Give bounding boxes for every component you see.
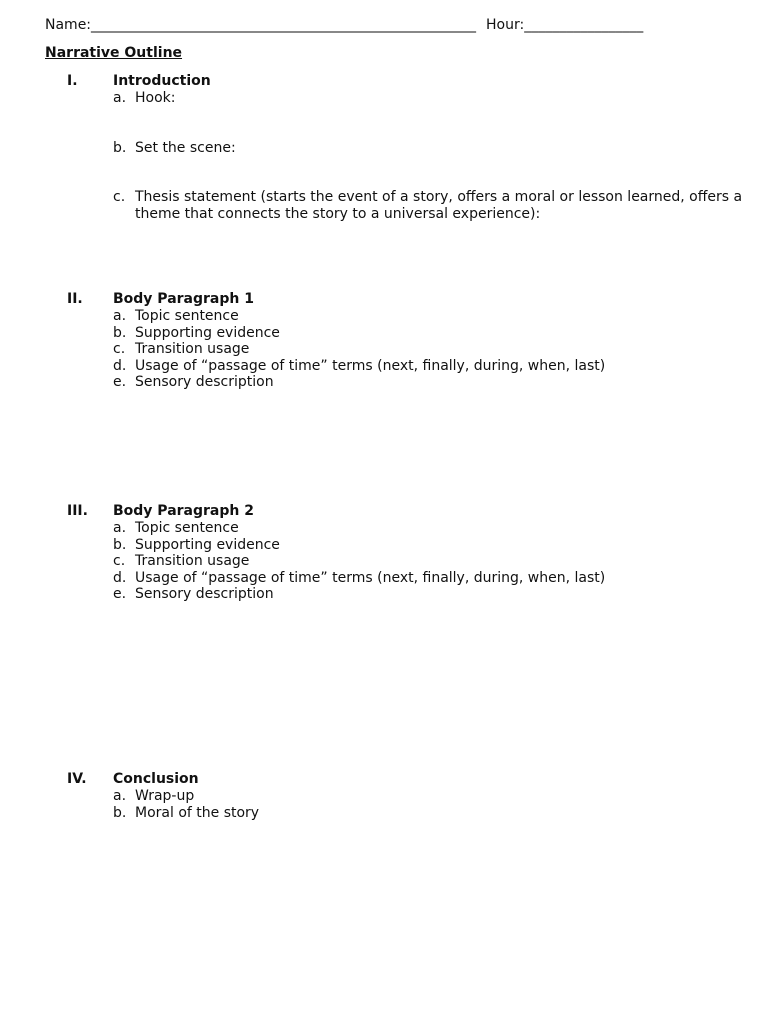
section-conclusion [67,771,747,821]
item-text: Topic sentence [135,308,239,324]
item-letter: a. [113,90,127,106]
section-heading [67,503,747,520]
item-list [113,788,747,821]
name-label: Name: [45,17,92,33]
item-list [113,520,747,603]
section-body-paragraph-2 [67,503,747,603]
item-text: Transition usage [135,341,250,358]
item-text: Transition usage [135,553,250,570]
section-introduction [67,73,747,222]
section-heading [67,73,747,90]
item-letter: a. [113,308,127,324]
item-letter: d. [113,569,127,586]
item-text: Sensory description [135,374,274,391]
item-text: Thesis statement (starts the event of a story, offers a moral or lesson learned, offers a theme that connects the story to a universal experience): [135,189,743,222]
item-letter: e. [113,586,127,603]
page-title: Narrative Outline [45,45,183,61]
list-item [113,553,747,570]
section-title: Body Paragraph 2 [113,503,254,519]
header-line [45,16,643,34]
item-text: Usage of “passage of time” terms (next, finally, during, when, last) [135,569,606,586]
list-item [113,374,747,391]
section-numeral: I. [67,73,78,89]
item-list [113,90,747,222]
section-numeral: II. [67,291,83,307]
item-text: Supporting evidence [135,536,280,553]
section-heading [67,291,747,308]
section-heading [67,771,747,788]
item-letter: c. [113,341,126,358]
item-text: Topic sentence [135,520,239,536]
list-item [113,586,747,603]
name-blank[interactable]: _______________________________________________________ [91,17,477,33]
list-item [113,90,747,107]
item-letter: c. [113,189,126,206]
list-item [113,805,747,822]
list-item [113,788,747,805]
item-letter: b. [113,139,127,156]
list-item [113,537,747,554]
list-item [113,341,747,358]
item-text: Sensory description [135,586,274,603]
item-letter: b. [113,324,127,341]
item-list [113,308,747,391]
section-title: Body Paragraph 1 [113,291,254,307]
section-title: Conclusion [113,771,199,787]
item-letter: a. [113,788,127,804]
list-item [113,520,747,537]
item-letter: d. [113,357,127,374]
section-title: Introduction [113,73,211,89]
item-text: Supporting evidence [135,324,280,341]
item-text: Set the scene: [135,139,236,156]
item-text: Hook: [135,90,176,106]
item-letter: c. [113,553,126,570]
list-item [113,570,747,587]
list-item [113,308,747,325]
section-body-paragraph-1 [67,291,747,391]
item-text: Moral of the story [135,804,260,821]
item-letter: a. [113,520,127,536]
item-letter: b. [113,536,127,553]
item-letter: b. [113,804,127,821]
list-item [113,140,747,157]
hour-label: Hour: [486,17,525,33]
item-letter: e. [113,374,127,391]
item-text: Usage of “passage of time” terms (next, finally, during, when, last) [135,357,606,374]
list-item [113,325,747,342]
list-item [113,358,747,375]
section-numeral: IV. [67,771,87,787]
list-item [113,189,747,222]
item-text: Wrap-up [135,788,195,804]
hour-blank[interactable]: _________________ [524,17,644,33]
section-numeral: III. [67,503,88,519]
